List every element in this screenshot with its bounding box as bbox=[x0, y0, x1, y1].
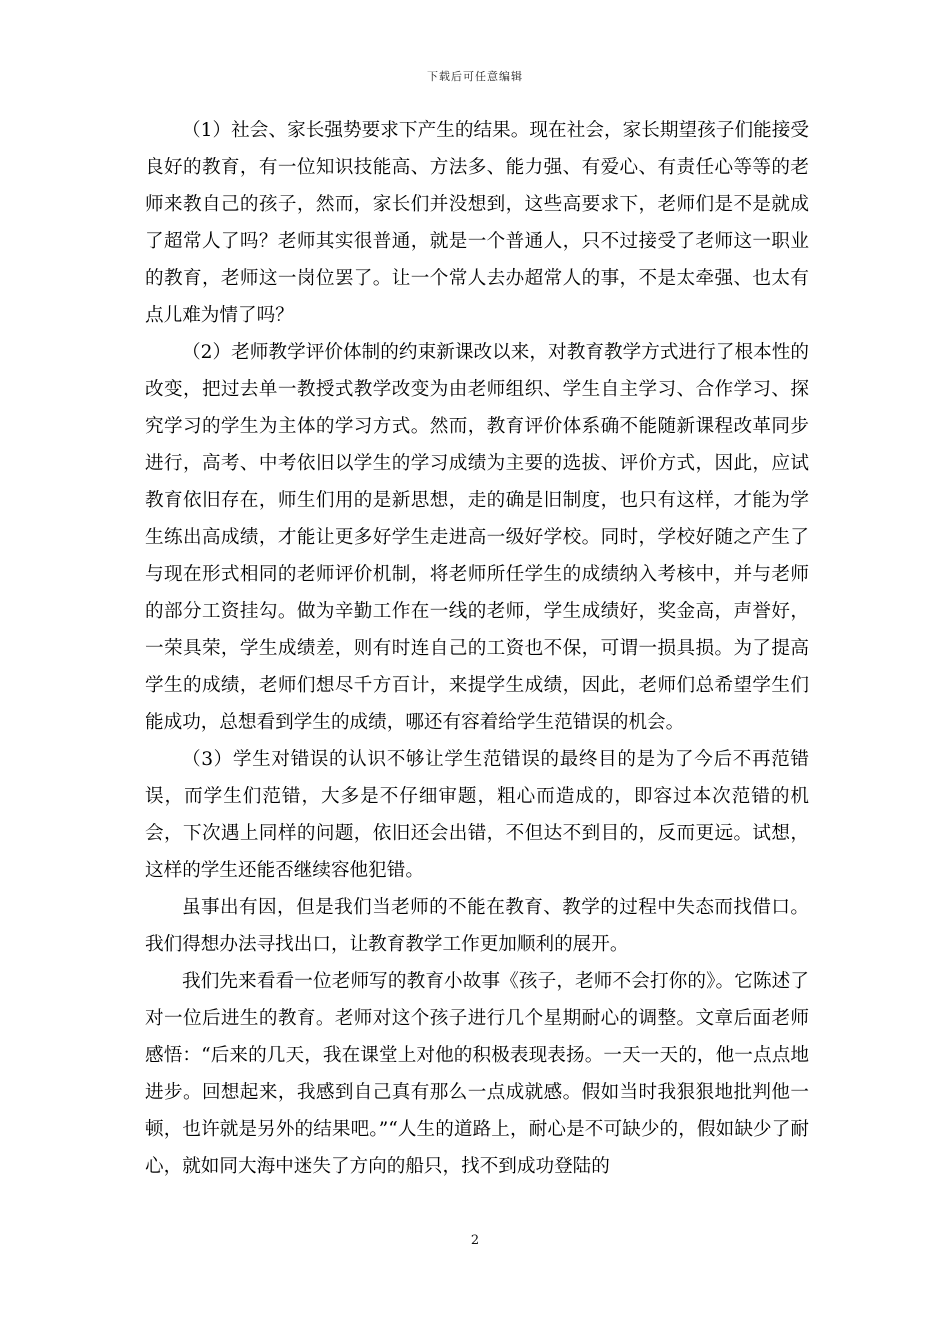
paragraph-1: （1）社会、家长强势要求下产生的结果。现在社会，家长期望孩子们能接受良好的教育，有一位知识技能高、方法多、能力强、有爱心、有责任心等等的老师来教自己的孩子，然而，家长们并没想到，这些高要求下，老师们是不是就成了超常人了吗？老师其实很普通，就是一个普通人，只不过接受了老师这一职业的教育，老师这一岗位罢了。让一个常人去办超常人的事，不是太牵强、也太有点儿难为情了吗？ bbox=[145, 120, 809, 326]
paragraph-3: （3）学生对错误的认识不够让学生范错误的最终目的是为了今后不再范错误，而学生们范错，大多是不仔细审题，粗心而造成的，即容过本次范错的机会，下次遇上同样的问题，依旧还会出错，不但达不到目的，反而更远。试想，这样的学生还能否继续容他犯错。 bbox=[145, 749, 809, 881]
paragraph-5: 我们先来看看一位老师写的教育小故事《孩子，老师不会打你的》。它陈述了对一位后进生的教育。老师对这个孩子进行几个星期耐心的调整。文章后面老师感悟：“后来的几天，我在课堂上对他的积极表现表扬。一天一天的，他一点点地进步。回想起来，我感到自己真有那么一点成就感。假如当时我狠狠地批判他一顿，也许就是另外的结果吧。”“人生的道路上，耐心是不可缺少的，假如缺少了耐心，就如同大海中迷失了方向的船只，找不到成功登陆的 bbox=[145, 971, 809, 1177]
paragraph-2: （2）老师教学评价体制的约束新课改以来，对教育教学方式进行了根本性的改变，把过去单一教授式教学改变为由老师组织、学生自主学习、合作学习、探究学习的学生为主体的学习方式。然而，教育评价体系确不能随新课程改革同步进行，高考、中考依旧以学生的学习成绩为主要的选拔、评价方式，因此，应试教育依旧存在，师生们用的是新思想，走的确是旧制度，也只有这样，才能为学生练出高成绩，才能让更多好学生走进高一级好学校。同时，学校好随之产生了与现在形式相同的老师评价机制，将老师所任学生的成绩纳入考核中，并与老师的部分工资挂勾。做为辛勤工作在一线的老师，学生成绩好，奖金高，声誉好，一荣具荣，学生成绩差，则有时连自己的工资也不保，可谓一损具损。为了提高学生的成绩，老师们想尽千方百计，来提学生成绩，因此，老师们总希望学生们能成功，总想看到学生的成绩，哪还有容着给学生范错误的机会。 bbox=[145, 342, 809, 733]
document-body bbox=[145, 112, 809, 1185]
page-number: 2 bbox=[470, 1233, 480, 1248]
paragraph-4: 虽事出有因，但是我们当老师的不能在教育、教学的过程中失态而找借口。我们得想办法寻找出口，让教育教学工作更加顺利的展开。 bbox=[145, 897, 809, 955]
page-header: 下载后可任意编辑 bbox=[427, 70, 523, 83]
